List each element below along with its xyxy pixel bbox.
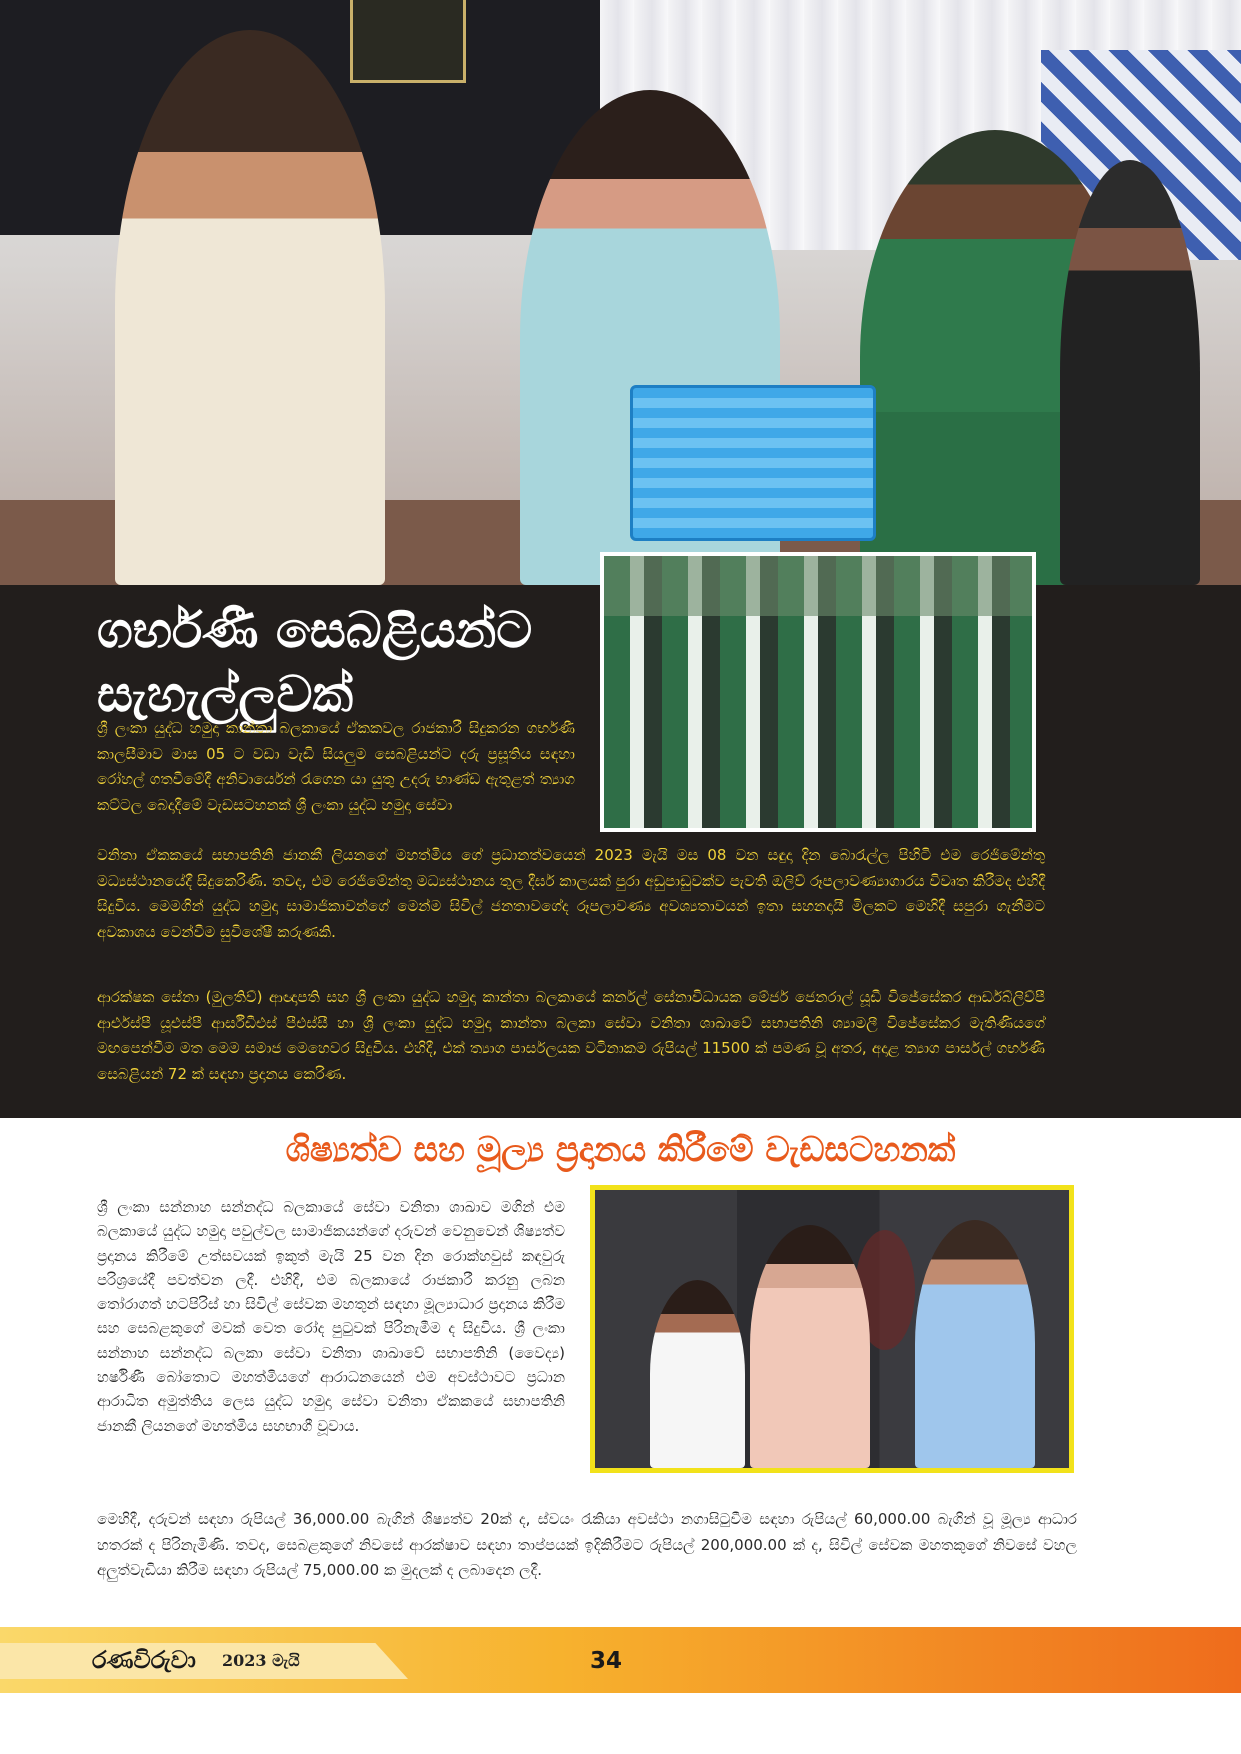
article1-paragraph-2: ආරක්ෂක සේනා (මුලතිව්) ආඥාපති සහ ශ්‍රී ලංකා යුද්ධ හමුදා කාන්තා බලකායේ කර්නල් සේනාවිධායක මේජර් ජෙනරාල් යූඩී විජේසේකර ආර්ඩබ්ලිව්පී ආර්එස්පී යූඑස්පී ආර්සීඩීඑස් පීඑස්සී හා ශ්‍රී ලංකා යුද්ධ හමුදා කාන්තා බලකා සේවා වනිතා ශාඛාවේ සභාපතිනි ශ්‍යාමලී විජේසේකර මැතිණියගේ මඟපෙන්වීම මත මෙම සමාජ මෙහෙවර සිදුවිය. එහිදී, එක් ත්‍යාග පාර්සලයක වටිනාකම රුපියල් 11500 ක් පමණ වූ අතර, අදාළ ත්‍යාග පාර්සල් ගර්භණී සෙබළියන් 72 ක් සඳහා ප්‍රදානය කෙරිණ. (97, 988, 1045, 1083)
hero-gift-basket (630, 385, 876, 541)
article2-bottom-text: මෙහිදී, දරුවන් සඳහා රුපියල් 36,000.00 බැගින් ශිෂ්‍යත්ව 20ක් ද, ස්වයං රැකියා අවස්ථා නගාසිටුවීම සඳහා රුපියල් 60,000.00 බැගින් වූ මූල්‍ය ආධාර හතරක් ද පිරිනැමිණි. තවද, සෙබළකුගේ නිවසේ ආරක්ෂාව සඳහා තාප්පයක් ඉදිකිරීමට රුපියල් 200,000.00 ක් ද, සිවිල් සේවක මහතකුගේ නිවසේ වහල අලුත්වැඩියා කිරීම සඳහා රුපියල් 75,000.00 ක මුදලක් ද ලබාදෙන ලදී. (97, 1510, 1077, 1579)
article1-headline: ගර්භණී සෙබළියන්ට සැහැල්ලුවක් (97, 600, 533, 723)
hero-crest-emblem (350, 0, 466, 83)
footer-strip (0, 1643, 408, 1679)
host-figure (915, 1220, 1035, 1468)
chief-guest-figure (750, 1225, 870, 1468)
seated-soldiers-image (604, 556, 1032, 828)
issue-date: 2023 මැයි (222, 1651, 300, 1670)
article1-continuation-text: වනිතා ඒකකයේ සභාපතිනි ජානකී ලියනගේ මහත්මිය ගේ ප්‍රධානත්වයෙන් 2023 මැයි මස 08 වන සඳුදා දින බොරැල්ල පිහිටි එම රෙජිමේන්තු මධ්‍යස්ථානයේදී සිදුකෙරිණි. තවද, එම රෙජිමේන්තු මධ්‍යස්ථානය තුල දීර්ඝ කාලයක් පුරා අඩුපාඩුවක්ව පැවති ඔලිව් රූපලාවණ්‍යාගාරය විවෘත කිරීමද එහිදී සිදුවිය. මෙමගින් යුද්ධ හමුදා සාමාජිකාවන්ගේ මෙන්ම සිවිල් ජනතාවගේද රූපලාවණ්‍ය අවශ්‍යතාවයන් ඉතා සහනදායී මිලකට මෙහිදී සපුරා ගැනීමට අවකාශය වෙන්වීම සුවිශේෂී කරුණකි. (97, 846, 1045, 941)
page-number: 34 (590, 1648, 623, 1674)
article2-headline: ශිෂ්‍යත්ව සහ මූල්‍ය ප්‍රදානය කිරීමේ වැඩසටහනක් (285, 1130, 956, 1170)
magazine-logo: රණවිරුවා (92, 1645, 196, 1674)
page-footer (0, 1627, 1241, 1693)
hero-person-announcer (1060, 160, 1200, 585)
hero-person-left (115, 30, 385, 585)
article2-left-text: ශ්‍රී ලංකා සන්නාහ සන්නද්ධ බලකායේ සේවා වනිතා ශාඛාව මගින් එම බලකායේ යුද්ධ හමුදා පවුල්වල සාමාජිකයන්ගේ දරුවන් වෙනුවෙන් ශිෂ්‍යත්ව ප්‍රදානය කිරීමේ උත්සවයක් ඉකුත් මැයි 25 වන දින රොක්හවුස් කඳවුරු පරිශ්‍රයේදී පවත්වන ලදී. එහිදී, එම බලකායේ රාජකාරී කරනු ලබන තෝරාගත් හටපිරිස් හා සිවිල් සේවක මහතුන් සඳහා මූල්‍යාධාර ප්‍රදානය කිරීම සහ සෙබළකුගේ මවක් වෙත රෝද පුටුවක් පිරිනැමීම ද සිදුවිය. ශ්‍රී ලංකා සන්නාහ සන්නද්ධ බලකා සේවා වනිතා ශාඛාවේ සභාපතිනි (වෛද්‍ය) හර්ෂිණී බෝතොට මහත්මියගේ ආරාධනයෙන් එම අවස්ථාවට ප්‍රධාන ආරාධිත අමුත්තිය ලෙස යුද්ධ හමුදා සේවා වනිතා ඒකකයේ සභාපතිනි ජානකී ලියනගේ මහත්මිය සහභාගී වූවාය. (97, 1198, 565, 1435)
article2-inset-photo (590, 1185, 1074, 1473)
article1-inset-photo (600, 552, 1036, 832)
student-figure (650, 1280, 745, 1468)
hero-photo (0, 0, 1241, 585)
article1-lead-text: ශ්‍රී ලංකා යුද්ධ හමුදා කාන්තා බලකායේ ඒකකවල රාජකාරී සිදුකරන ගර්භණී කාලසීමාව මාස 05 ට වඩා වැඩි සියලුම සෙබළියන්ට දරු ප්‍රසූතිය සඳහා රෝහල් ගතවීමේදී අනිවාර්යෙන් රැගෙන යා යුතු උදරු භාණ්ඩ ඇතුළත් ත්‍යාග කට්ටල බෙදාදීමේ වැඩසටහනක් ශ්‍රී ලංකා යුද්ධ හමුදා සේවා (97, 719, 575, 814)
scholarship-ceremony-image (595, 1190, 1069, 1468)
